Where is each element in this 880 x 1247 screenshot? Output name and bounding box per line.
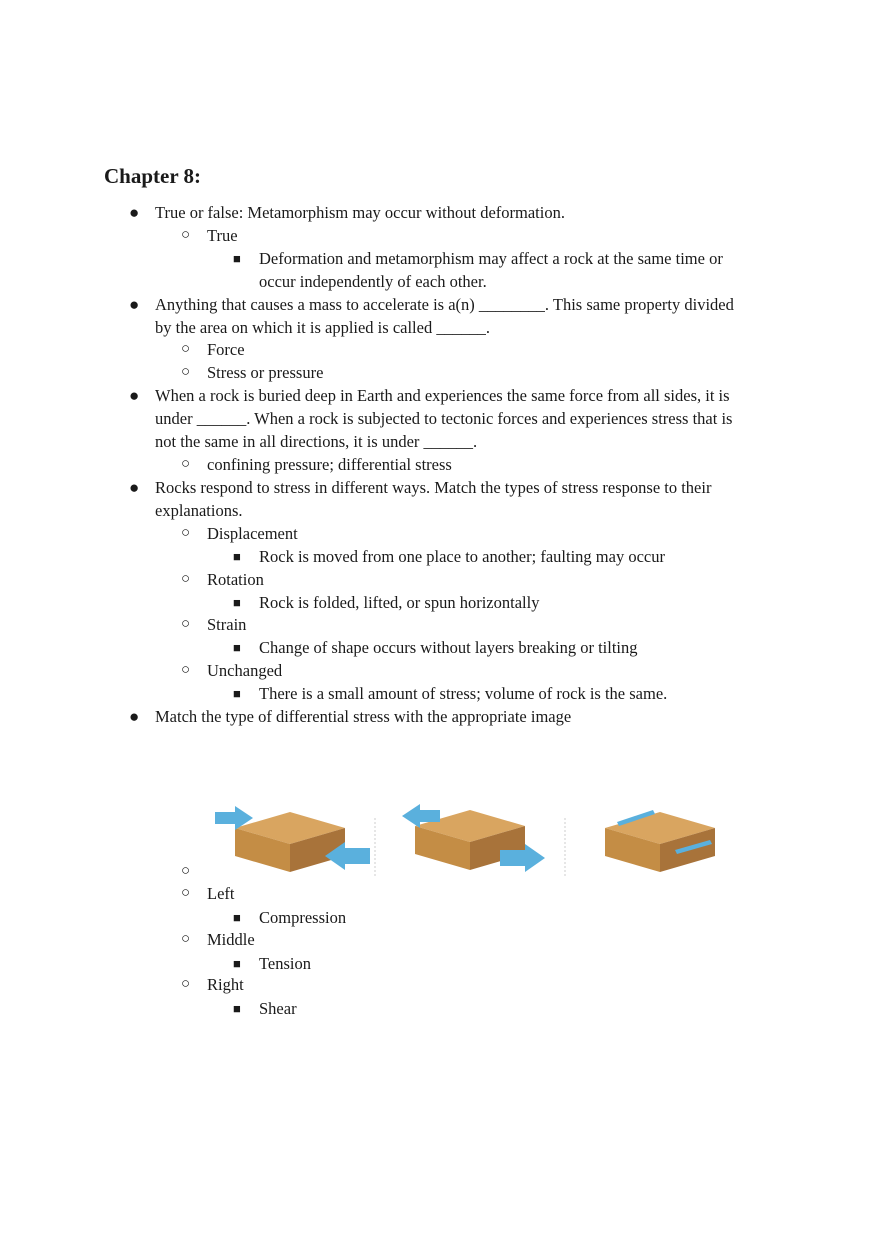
note-1-line-1: Deformation and metamorphism may affect a rock at the same time or [259,249,723,268]
stress-types-figure [205,800,730,885]
answer-1: True [207,226,238,245]
stress-compression: Compression [259,908,347,927]
bullet-square: ■ [233,549,241,564]
answer-3: confining pressure; differential stress [207,455,452,474]
question-3-line-2: under ______. When a rock is subjected to tectonic forces and experiences stress that is [155,409,733,428]
bullet-disc: ● [129,295,140,314]
bullet-square: ■ [233,956,241,971]
response-rotation-desc: Rock is folded, lifted, or spun horizontally [259,593,540,612]
question-2-line-2: by the area on which it is applied is called ______. [155,318,490,337]
position-right: Right [207,975,244,994]
bullet-circle: ○ [181,525,191,541]
bullet-square: ■ [233,686,241,701]
bullet-circle: ○ [181,571,191,587]
bullet-square: ■ [233,1001,241,1016]
question-4-line-2: explanations. [155,501,243,520]
compression-block-image [215,806,370,872]
response-unchanged: Unchanged [207,661,283,680]
bullet-circle: ○ [181,976,191,992]
bullet-square: ■ [233,595,241,610]
response-displacement: Displacement [207,524,298,543]
stress-shear: Shear [259,999,297,1018]
question-3-line-1: When a rock is buried deep in Earth and experiences the same force from all sides, it is [155,386,730,405]
question-5: Match the type of differential stress with the appropriate image [155,707,572,726]
response-strain: Strain [207,615,247,634]
bullet-circle: ○ [181,364,191,380]
chapter-heading: Chapter 8: [104,164,202,188]
bullet-circle: ○ [181,227,191,243]
response-unchanged-desc: There is a small amount of stress; volume of rock is the same. [259,684,668,703]
bullet-square: ■ [233,910,241,925]
bullet-square: ■ [233,251,241,266]
bullet-disc: ● [129,707,140,726]
bullet-square: ■ [233,640,241,655]
bullet-circle: ○ [181,931,191,947]
bullet-disc: ● [129,478,140,497]
bullet-circle: ○ [181,341,191,357]
question-3-line-3: not the same in all directions, it is under ______. [155,432,478,451]
bullet-circle: ○ [181,456,191,472]
answer-2a: Force [207,340,245,359]
question-2-line-1: Anything that causes a mass to accelerate is a(n) ________. This same property divided [155,295,734,314]
position-left: Left [207,884,235,903]
bullet-circle: ○ [181,662,191,678]
question-4-line-1: Rocks respond to stress in different ways. Match the types of stress response to their [155,478,712,497]
response-displacement-desc: Rock is moved from one place to another; faulting may occur [259,547,665,566]
note-1-line-2: occur independently of each other. [259,272,487,291]
bullet-disc: ● [129,386,140,405]
shear-block-image [605,810,715,872]
stress-tension: Tension [259,954,312,973]
bullet-disc: ● [129,203,140,222]
tension-block-image [402,804,545,872]
response-strain-desc: Change of shape occurs without layers breaking or tilting [259,638,638,657]
answer-2b: Stress or pressure [207,363,324,382]
bullet-circle: ○ [181,616,191,632]
bullet-circle: ○ [181,863,191,879]
bullet-circle: ○ [181,885,191,901]
response-rotation: Rotation [207,570,264,589]
position-middle: Middle [207,930,255,949]
question-1: True or false: Metamorphism may occur without deformation. [155,203,565,222]
